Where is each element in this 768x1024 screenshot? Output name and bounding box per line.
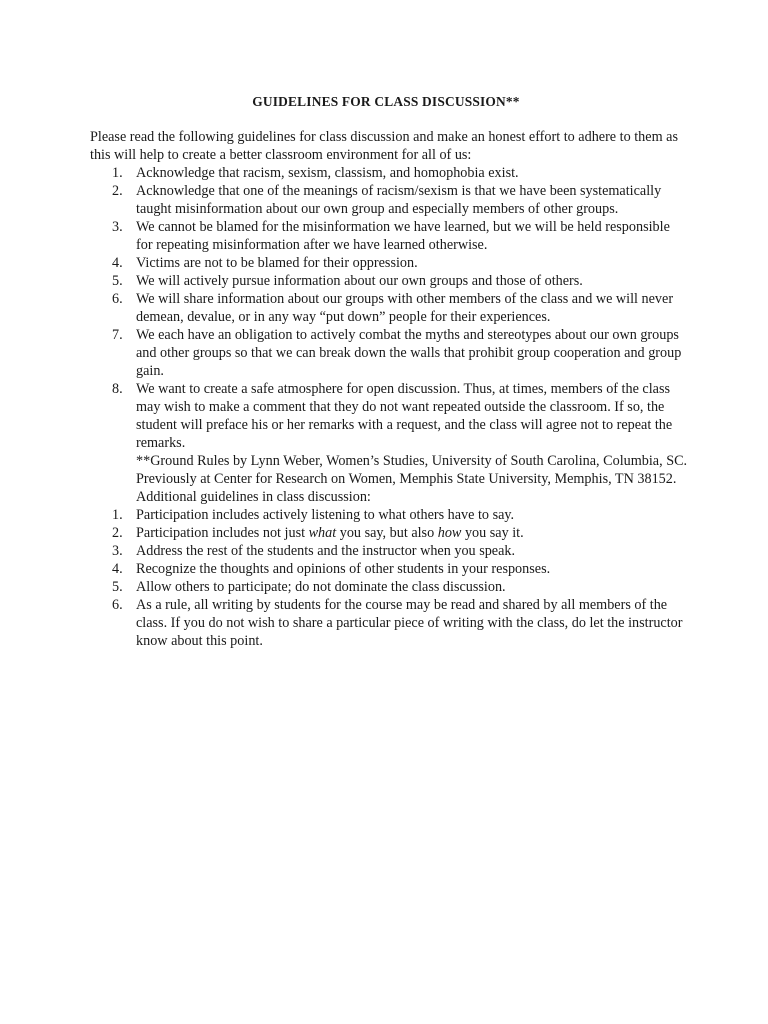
- guidelines-list: [90, 164, 688, 452]
- list-item: [90, 290, 688, 326]
- list-item-text: We want to create a safe atmosphere for open discussion. Thus, at times, members of the class may wish to make a comment that they do not want repeated outside the classroom. If so, the student will preface his or her remarks with a request, and the class will agree not to repeat the remarks.: [136, 381, 673, 451]
- list-item-text: We cannot be blamed for the misinformation we have learned, but we will be held responsible for repeating misinformation after we have learned otherwise.: [136, 219, 670, 253]
- list-item: [90, 596, 688, 650]
- list-item: [90, 218, 688, 254]
- list-item-text: Allow others to participate; do not dominate the class discussion.: [136, 579, 506, 595]
- list-item: [90, 326, 688, 380]
- document-title: GUIDELINES FOR CLASS DISCUSSION**: [252, 94, 520, 109]
- list-item: [90, 380, 688, 452]
- list-item-text: Acknowledge that one of the meanings of racism/sexism is that we have been systematically taught misinformation about our own group and especially members of other groups.: [136, 183, 662, 217]
- list-item-text: Participation includes actively listening to what others have to say.: [136, 507, 515, 523]
- list-item-text: Acknowledge that racism, sexism, classism, and homophobia exist.: [136, 165, 519, 181]
- list-item: [90, 272, 688, 290]
- intro-paragraph: Please read the following guidelines for class discussion and make an honest effort to adhere to them as this will help to create a better classroom environment for all of us:: [90, 129, 678, 163]
- list-item-number: 4.: [112, 255, 123, 271]
- emphasis-how: how: [437, 525, 462, 541]
- list-item-text-after: you say it.: [461, 525, 524, 541]
- list-item-number: 5.: [112, 273, 123, 289]
- list-item-text: As a rule, all writing by students for the course may be read and shared by all members of the class. If you do not wish to share a particular piece of writing with the class, do let the instructor know about this point.: [136, 597, 683, 649]
- list-item-text: Victims are not to be blamed for their oppression.: [136, 255, 418, 271]
- list-item: [90, 524, 688, 542]
- additional-guidelines-list: [90, 506, 688, 650]
- additional-guidelines-heading: Additional guidelines in class discussion:: [136, 489, 371, 505]
- list-item-number: 1.: [112, 507, 123, 523]
- list-item-number: 6.: [112, 597, 123, 613]
- list-item-number: 5.: [112, 579, 123, 595]
- list-item: [90, 506, 688, 524]
- list-item-number: 8.: [112, 381, 123, 397]
- list-item-number: 7.: [112, 327, 123, 343]
- footnote-credit: **Ground Rules by Lynn Weber, Women’s Studies, University of South Carolina, Columbia, SC. Previously at Center for Research on Women, Memphis State University, Memphis, TN 38152.: [136, 453, 688, 487]
- list-item-text: We will share information about our groups with other members of the class and we will never demean, devalue, or in any way “put down” people for their experiences.: [136, 291, 674, 325]
- list-item-text: We each have an obligation to actively combat the myths and stereotypes about our own groups and other groups so that we can break down the walls that prohibit group cooperation and group gain.: [136, 327, 682, 379]
- list-item: [90, 164, 688, 182]
- list-item-text: We will actively pursue information about our own groups and those of others.: [136, 273, 583, 289]
- list-item: [90, 182, 688, 218]
- emphasis-what: what: [308, 525, 337, 541]
- list-item: [90, 578, 688, 596]
- list-item-number: 2.: [112, 183, 123, 199]
- list-item-number: 6.: [112, 291, 123, 307]
- list-item-number: 3.: [112, 543, 123, 559]
- list-item-number: 1.: [112, 165, 123, 181]
- list-item: [90, 254, 688, 272]
- list-item-text: Address the rest of the students and the instructor when you speak.: [136, 543, 516, 559]
- list-item-number: 2.: [112, 525, 123, 541]
- list-item-text-before: Participation includes not just: [136, 525, 309, 541]
- list-item: [90, 560, 688, 578]
- list-item-number: 4.: [112, 561, 123, 577]
- list-item: [90, 542, 688, 560]
- list-item-number: 3.: [112, 219, 123, 235]
- list-item-text-middle: you say, but also: [336, 525, 438, 541]
- list-item-text: Recognize the thoughts and opinions of other students in your responses.: [136, 561, 551, 577]
